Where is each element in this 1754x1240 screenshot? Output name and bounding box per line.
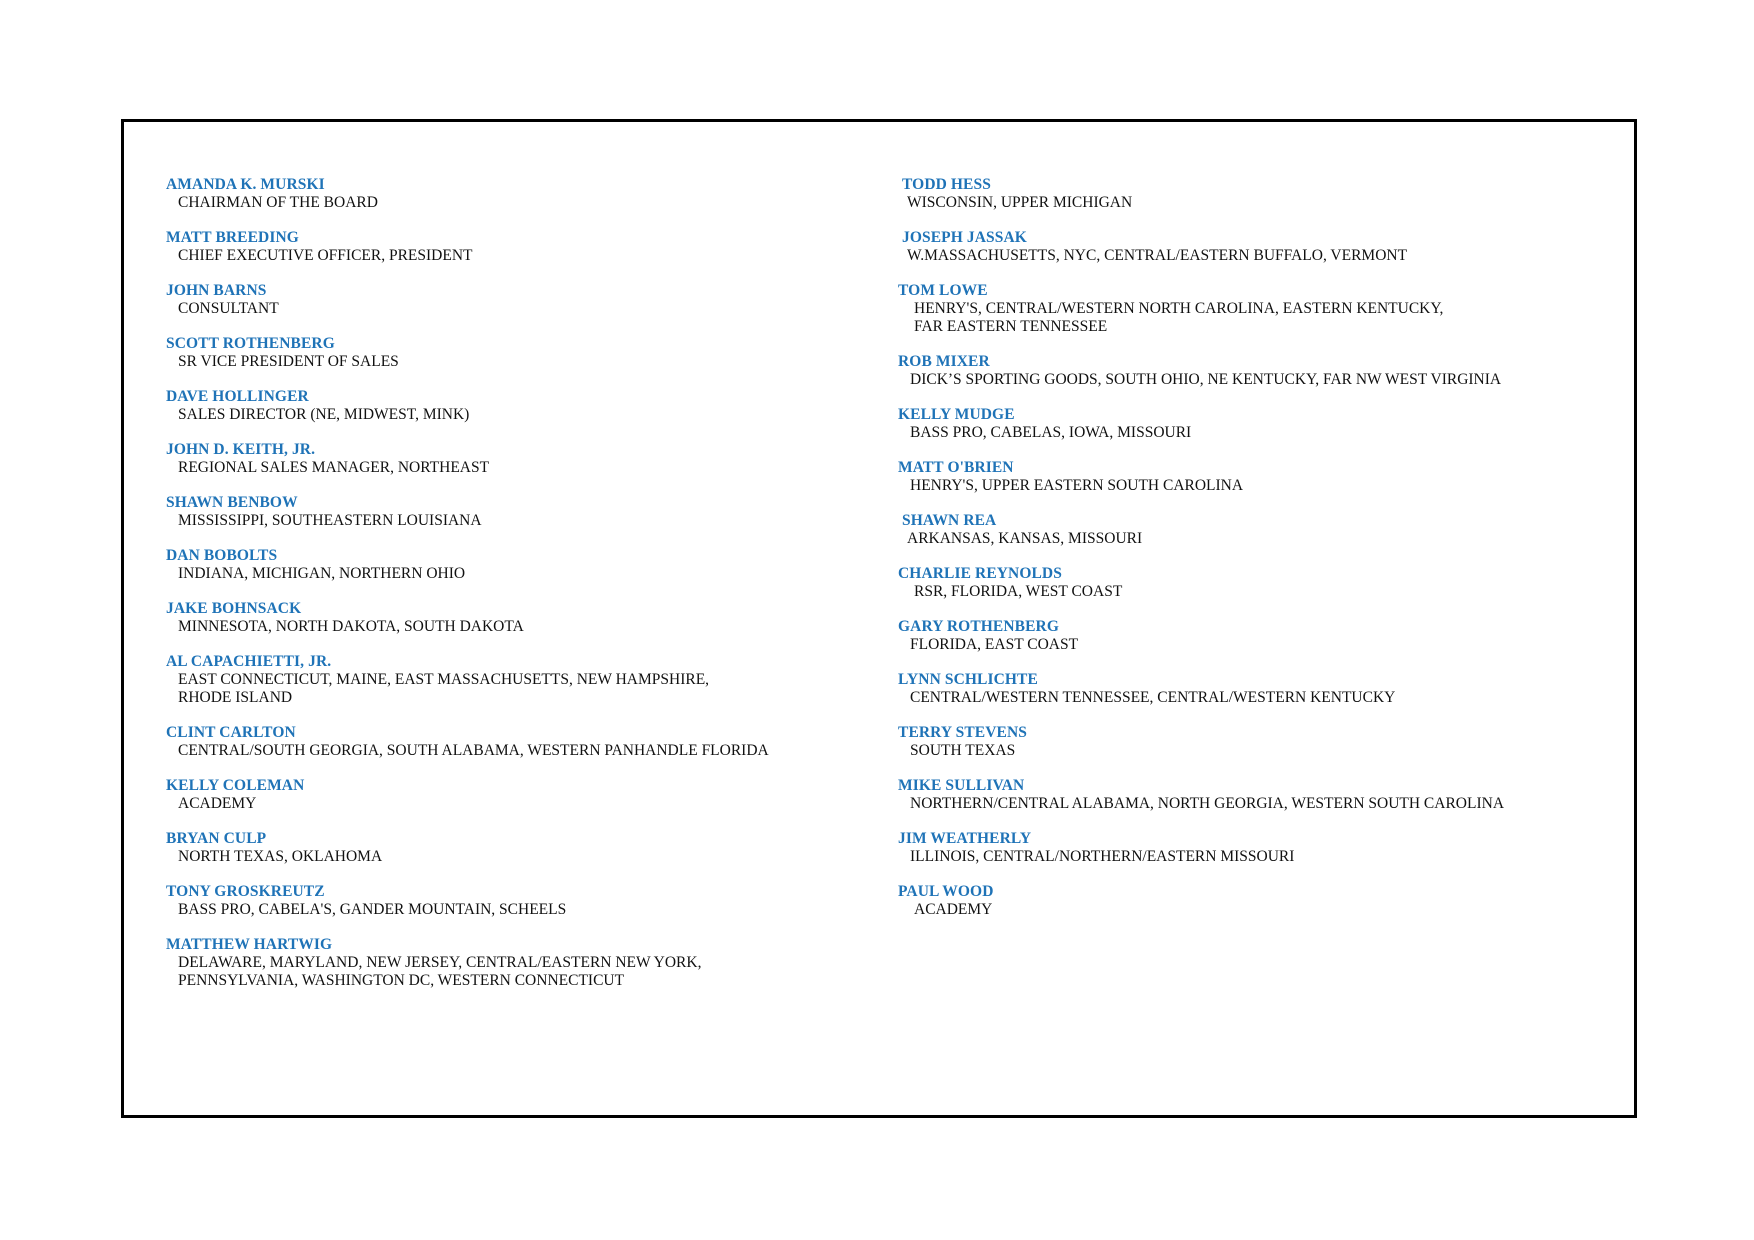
directory-entry xyxy=(898,282,1598,353)
role-line: HENRY'S, UPPER EASTERN SOUTH CAROLINA xyxy=(910,477,1244,494)
person-name: JOHN D. KEITH, JR. xyxy=(166,441,316,458)
role-line: HENRY'S, CENTRAL/WESTERN NORTH CAROLINA, EASTERN KENTUCKY, xyxy=(914,300,1444,317)
role-line: FLORIDA, EAST COAST xyxy=(910,636,1079,653)
role-line: CHAIRMAN OF THE BOARD xyxy=(178,194,378,211)
person-role xyxy=(898,583,1598,601)
person-name: JIM WEATHERLY xyxy=(898,830,1032,847)
person-name: GARY ROTHENBERG xyxy=(898,618,1059,635)
role-line: PENNSYLVANIA, WASHINGTON DC, WESTERN CONNECTICUT xyxy=(178,971,625,989)
role-line: CENTRAL/SOUTH GEORGIA, SOUTH ALABAMA, WESTERN PANHANDLE FLORIDA xyxy=(178,742,769,759)
person-name: CHARLIE REYNOLDS xyxy=(898,565,1062,582)
person-role xyxy=(166,512,866,530)
directory-entry xyxy=(166,653,866,724)
person-name: DAN BOBOLTS xyxy=(166,547,278,564)
role-line: W.MASSACHUSETTS, NYC, CENTRAL/EASTERN BUFFALO, VERMONT xyxy=(907,247,1408,264)
person-role xyxy=(898,371,1598,389)
person-name: KELLY MUDGE xyxy=(898,406,1015,423)
role-line: SR VICE PRESIDENT OF SALES xyxy=(178,353,399,370)
role-line: ACADEMY xyxy=(178,795,257,812)
role-line: BASS PRO, CABELAS, IOWA, MISSOURI xyxy=(910,424,1192,441)
directory-entry xyxy=(898,406,1598,459)
person-role xyxy=(898,848,1598,866)
person-name: LYNN SCHLICHTE xyxy=(898,671,1038,688)
person-role xyxy=(166,848,866,866)
person-role xyxy=(898,689,1598,707)
person-name: AL CAPACHIETTI, JR. xyxy=(166,653,332,670)
role-line: CHIEF EXECUTIVE OFFICER, PRESIDENT xyxy=(178,247,473,264)
person-name: KELLY COLEMAN xyxy=(166,777,305,794)
role-line: SALES DIRECTOR (NE, MIDWEST, MINK) xyxy=(178,406,470,423)
directory-entry xyxy=(166,335,866,388)
directory-entry xyxy=(166,547,866,600)
role-line: DICK’S SPORTING GOODS, SOUTH OHIO, NE KENTUCKY, FAR NW WEST VIRGINIA xyxy=(910,371,1502,388)
person-role xyxy=(166,954,866,989)
person-name: TERRY STEVENS xyxy=(898,724,1027,741)
person-role xyxy=(898,742,1598,760)
person-name: TODD HESS xyxy=(902,176,991,193)
directory-entry xyxy=(898,176,1598,229)
person-name: AMANDA K. MURSKI xyxy=(166,176,325,193)
person-role xyxy=(166,353,866,371)
person-role xyxy=(166,459,866,477)
person-name: BRYAN CULP xyxy=(166,830,267,847)
person-name: SHAWN BENBOW xyxy=(166,494,298,511)
person-name: MATT BREEDING xyxy=(166,229,299,246)
directory-entry xyxy=(166,388,866,441)
person-role xyxy=(898,901,1598,919)
directory-entry xyxy=(166,936,866,1007)
directory-entry xyxy=(166,282,866,335)
role-line: CONSULTANT xyxy=(178,300,279,317)
directory-entry xyxy=(898,830,1598,883)
directory-entry xyxy=(898,883,1598,936)
role-line: NORTH TEXAS, OKLAHOMA xyxy=(178,848,383,865)
person-name: CLINT CARLTON xyxy=(166,724,296,741)
person-name: MIKE SULLIVAN xyxy=(898,777,1025,794)
person-name: MATT O'BRIEN xyxy=(898,459,1014,476)
person-role xyxy=(898,530,1598,548)
role-line: FAR EASTERN TENNESSEE xyxy=(914,317,1108,335)
directory-entry xyxy=(166,830,866,883)
role-line: ARKANSAS, KANSAS, MISSOURI xyxy=(907,530,1143,547)
role-line: INDIANA, MICHIGAN, NORTHERN OHIO xyxy=(178,565,466,582)
directory-entry xyxy=(898,512,1598,565)
person-role xyxy=(166,618,866,636)
role-line: NORTHERN/CENTRAL ALABAMA, NORTH GEORGIA, WESTERN SOUTH CAROLINA xyxy=(910,795,1505,812)
person-role xyxy=(898,477,1598,495)
role-line: ACADEMY xyxy=(914,901,993,918)
role-line: WISCONSIN, UPPER MICHIGAN xyxy=(907,194,1133,211)
person-name: JAKE BOHNSACK xyxy=(166,600,302,617)
person-role xyxy=(166,565,866,583)
person-name: SCOTT ROTHENBERG xyxy=(166,335,335,352)
role-line: RSR, FLORIDA, WEST COAST xyxy=(914,583,1123,600)
directory-entry xyxy=(898,459,1598,512)
directory-entry xyxy=(166,724,866,777)
person-name: MATTHEW HARTWIG xyxy=(166,936,333,953)
person-role xyxy=(898,247,1598,265)
person-role xyxy=(166,901,866,919)
role-line: DELAWARE, MARYLAND, NEW JERSEY, CENTRAL/EASTERN NEW YORK, xyxy=(178,954,702,971)
person-name: TONY GROSKREUTZ xyxy=(166,883,325,900)
person-name: SHAWN REA xyxy=(902,512,997,529)
person-role xyxy=(166,406,866,424)
person-role xyxy=(898,795,1598,813)
directory-entry xyxy=(166,176,866,229)
left-column xyxy=(166,176,866,1007)
person-role xyxy=(898,636,1598,654)
person-role xyxy=(166,742,866,760)
directory-entry xyxy=(166,600,866,653)
directory-entry xyxy=(166,229,866,282)
person-role xyxy=(898,424,1598,442)
directory-entry xyxy=(898,229,1598,282)
role-line: CENTRAL/WESTERN TENNESSEE, CENTRAL/WESTERN KENTUCKY xyxy=(910,689,1396,706)
person-role xyxy=(166,795,866,813)
person-name: JOSEPH JASSAK xyxy=(902,229,1027,246)
directory-entry xyxy=(898,565,1598,618)
person-name: DAVE HOLLINGER xyxy=(166,388,309,405)
directory-entry xyxy=(166,883,866,936)
role-line: EAST CONNECTICUT, MAINE, EAST MASSACHUSETTS, NEW HAMPSHIRE, xyxy=(178,671,710,688)
directory-entry xyxy=(166,777,866,830)
person-name: ROB MIXER xyxy=(898,353,990,370)
role-line: MISSISSIPPI, SOUTHEASTERN LOUISIANA xyxy=(178,512,482,529)
role-line: ILLINOIS, CENTRAL/NORTHERN/EASTERN MISSOURI xyxy=(910,848,1295,865)
directory-entry xyxy=(898,618,1598,671)
role-line: SOUTH TEXAS xyxy=(910,742,1016,759)
role-line: MINNESOTA, NORTH DAKOTA, SOUTH DAKOTA xyxy=(178,618,524,635)
person-role xyxy=(166,247,866,265)
directory-entry xyxy=(898,777,1598,830)
directory-entry xyxy=(166,494,866,547)
person-name: TOM LOWE xyxy=(898,282,988,299)
directory-entry xyxy=(898,724,1598,777)
role-line: RHODE ISLAND xyxy=(178,688,293,706)
person-role xyxy=(166,671,866,706)
person-role xyxy=(898,194,1598,212)
directory-entry xyxy=(898,353,1598,406)
person-role xyxy=(166,194,866,212)
person-role xyxy=(166,300,866,318)
person-name: PAUL WOOD xyxy=(898,883,994,900)
role-line: REGIONAL SALES MANAGER, NORTHEAST xyxy=(178,459,490,476)
directory-entry xyxy=(166,441,866,494)
role-line: BASS PRO, CABELA'S, GANDER MOUNTAIN, SCHEELS xyxy=(178,901,567,918)
person-name: JOHN BARNS xyxy=(166,282,267,299)
right-column xyxy=(898,176,1598,936)
person-role xyxy=(898,300,1598,335)
directory-entry xyxy=(898,671,1598,724)
